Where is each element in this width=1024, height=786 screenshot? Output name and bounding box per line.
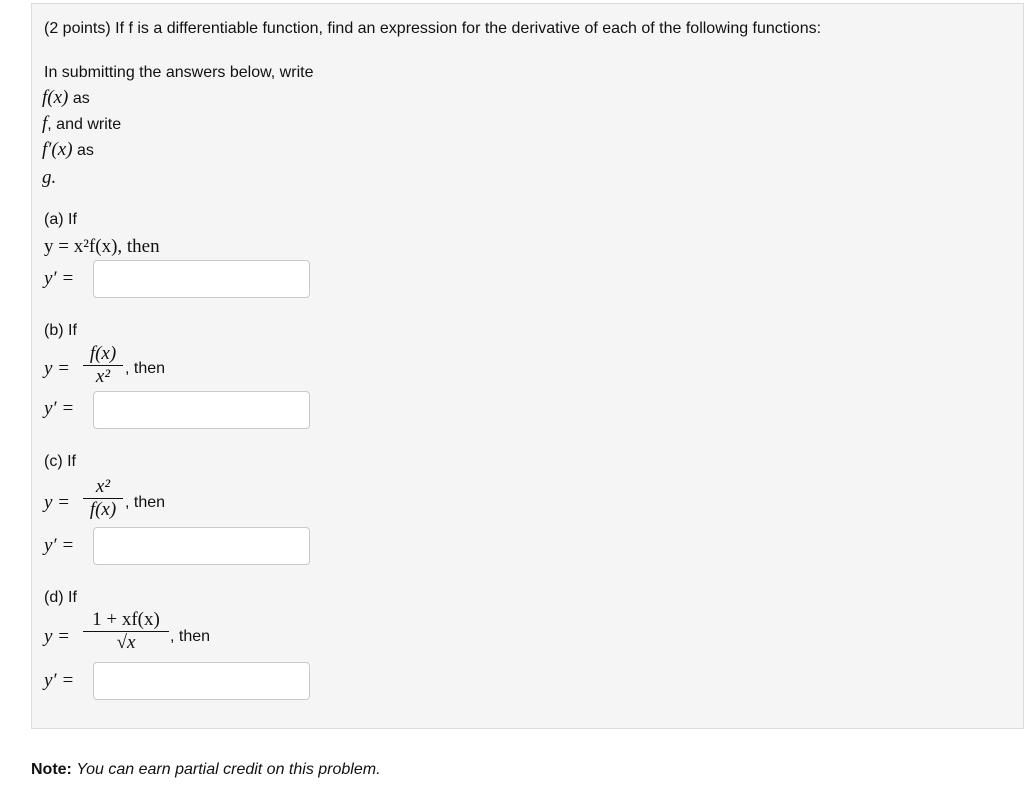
- part-a-answer-input[interactable]: [93, 260, 310, 298]
- part-b-label: (b) If: [44, 322, 77, 339]
- as-text-1: as: [72, 90, 90, 107]
- part-d-yprime: y′ =: [44, 670, 75, 691]
- part-b-answer-input[interactable]: [93, 391, 310, 429]
- part-d-y-eq: y =: [44, 626, 71, 647]
- part-a-label: (a) If: [44, 211, 77, 228]
- fprime-math: f′(x): [42, 139, 73, 160]
- part-a-expression: y = x²f(x), then: [44, 236, 160, 257]
- part-b-then: , then: [125, 360, 166, 377]
- problem-intro: [44, 19, 821, 39]
- part-c-answer-input[interactable]: [93, 527, 310, 565]
- part-d-numerator: 1 + xf(x): [92, 609, 160, 630]
- part-d-answer-input[interactable]: [93, 662, 310, 700]
- part-b-y-eq: y =: [44, 358, 71, 379]
- and-write-text: , and write: [47, 116, 122, 133]
- problem-intro-text: (2 points) If f is a differentiable function, find an expression for the derivative of each of the following functions:: [44, 20, 822, 37]
- part-c-fraction: [83, 477, 123, 520]
- part-b-yprime: y′ =: [44, 398, 75, 419]
- g-math: g.: [42, 167, 57, 188]
- instructions-line-1: In submitting the answers below, write: [44, 64, 314, 81]
- part-b-denominator: x²: [95, 366, 111, 387]
- part-c-yprime: y′ =: [44, 535, 75, 556]
- note-label: Note:: [31, 761, 72, 778]
- part-c-denominator: f(x): [89, 499, 117, 520]
- part-d-then: , then: [170, 628, 211, 645]
- fx-math: f(x): [42, 87, 69, 108]
- part-c-numerator: x²: [95, 476, 111, 497]
- part-b-numerator: f(x): [89, 343, 117, 364]
- part-a-yprime: y′ =: [44, 268, 75, 289]
- part-c-then: , then: [125, 494, 166, 511]
- part-d-denominator: √x: [116, 632, 136, 653]
- part-b-fraction: [83, 344, 123, 387]
- instructions-line-4: [42, 139, 94, 161]
- problem-panel: [31, 3, 1024, 729]
- f-math: f: [42, 113, 48, 134]
- instructions-line-2: [42, 87, 90, 109]
- part-d-fraction: [83, 610, 169, 653]
- partial-credit-note: [31, 760, 381, 780]
- as-text-2: as: [76, 142, 94, 159]
- note-text: You can earn partial credit on this problem.: [76, 761, 381, 778]
- part-c-y-eq: y =: [44, 492, 71, 513]
- instructions-line-3: [42, 113, 121, 135]
- part-c-label: (c) If: [44, 453, 76, 470]
- part-d-label: (d) If: [44, 589, 77, 606]
